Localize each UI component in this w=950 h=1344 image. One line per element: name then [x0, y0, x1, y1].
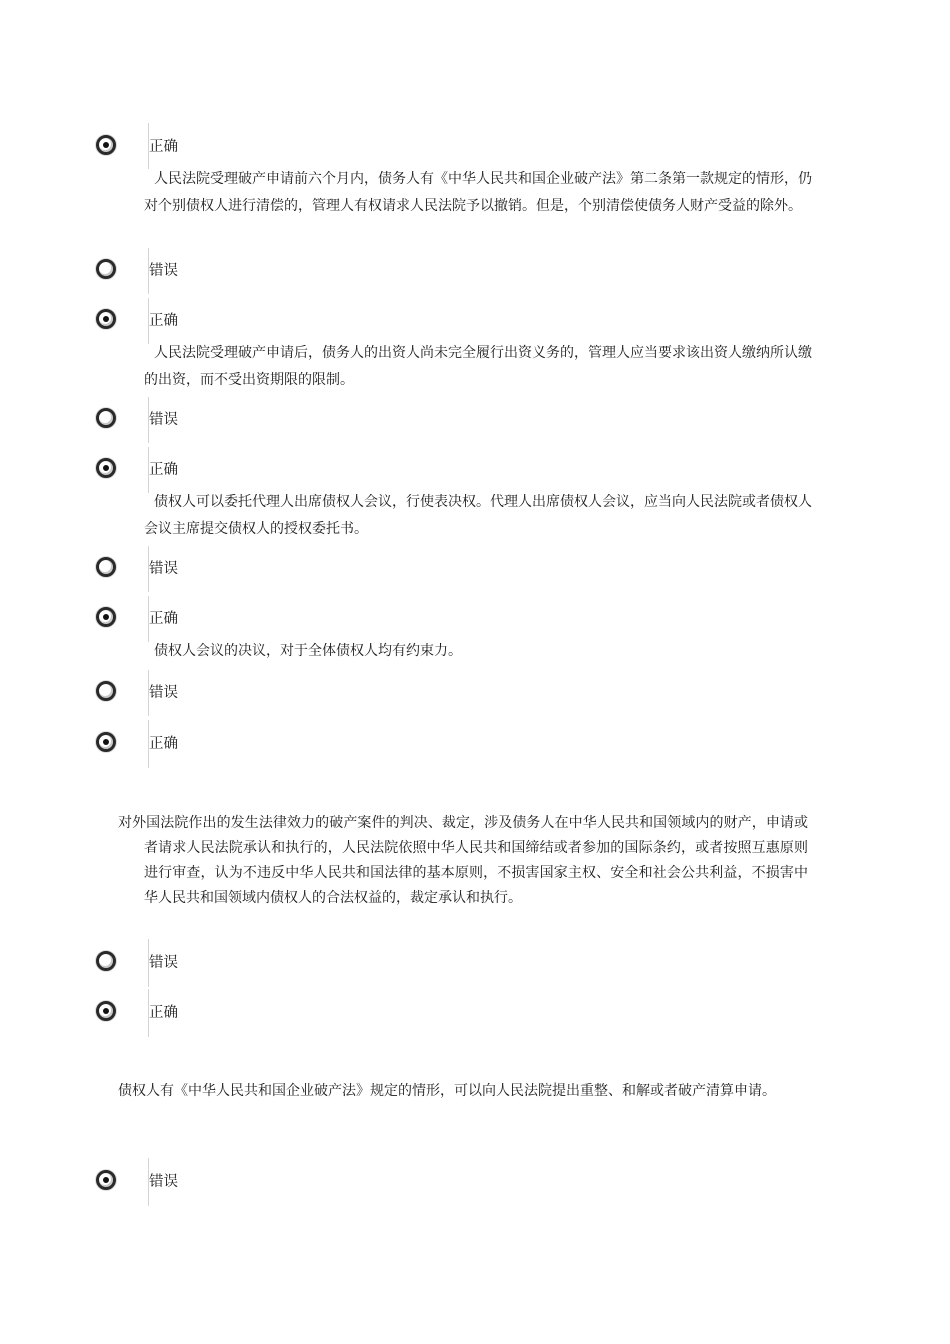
- option-label[interactable]: 正确: [149, 139, 178, 155]
- radio-button[interactable]: [96, 259, 116, 279]
- question-text: 债权人有《中华人民共和国企业破产法》规定的情形，可以向人民法院提出重整、和解或者破产清算申请。: [118, 1083, 776, 1099]
- radio-button[interactable]: [96, 458, 116, 478]
- option-label[interactable]: 正确: [149, 736, 178, 752]
- radio-button[interactable]: [96, 951, 116, 971]
- option-label[interactable]: 错误: [149, 955, 178, 971]
- option-label[interactable]: 错误: [149, 1174, 178, 1190]
- radio-button[interactable]: [96, 309, 116, 329]
- option-label[interactable]: 正确: [149, 611, 178, 627]
- radio-button[interactable]: [96, 1001, 116, 1021]
- radio-button[interactable]: [96, 681, 116, 701]
- option-label[interactable]: 正确: [149, 313, 178, 329]
- option-label[interactable]: 正确: [149, 1005, 178, 1021]
- radio-button[interactable]: [96, 607, 116, 627]
- option-label[interactable]: 错误: [149, 685, 178, 701]
- radio-button[interactable]: [96, 557, 116, 577]
- radio-button[interactable]: [96, 408, 116, 428]
- explanation-text: 人民法院受理破产申请后，债务人的出资人尚未完全履行出资义务的，管理人应当要求该出资人缴纳所认缴的出资，而不受出资期限的限制。: [144, 345, 812, 388]
- radio-button[interactable]: [96, 135, 116, 155]
- option-label[interactable]: 正确: [149, 462, 178, 478]
- explanation-text: 债权人可以委托代理人出席债权人会议，行使表决权。代理人出席债权人会议，应当向人民法院或者债权人会议主席提交债权人的授权委托书。: [144, 494, 812, 537]
- question-text: 对外国法院作出的发生法律效力的破产案件的判决、裁定，涉及债务人在中华人民共和国领域内的财产，申请或者请求人民法院承认和执行的，人民法院依照中华人民共和国缔结或者参加的国际条约，或者按照互惠原则进行审查，认为不违反中华人民共和国法律的基本原则，不损害国家主权、安全和社会公共利益，不损害中华人民共和国领域内债权人的合法权益的，裁定承认和执行。: [118, 815, 808, 906]
- option-label[interactable]: 错误: [149, 263, 178, 279]
- radio-button[interactable]: [96, 1170, 116, 1190]
- radio-button[interactable]: [96, 732, 116, 752]
- explanation-text: 债权人会议的决议，对于全体债权人均有约束力。: [154, 643, 462, 659]
- explanation-text: 人民法院受理破产申请前六个月内，债务人有《中华人民共和国企业破产法》第二条第一款规定的情形，仍对个别债权人进行清偿的，管理人有权请求人民法院予以撤销。但是，个别清偿使债务人财产受益的除外。: [144, 171, 812, 214]
- option-label[interactable]: 错误: [149, 561, 178, 577]
- option-label[interactable]: 错误: [149, 412, 178, 428]
